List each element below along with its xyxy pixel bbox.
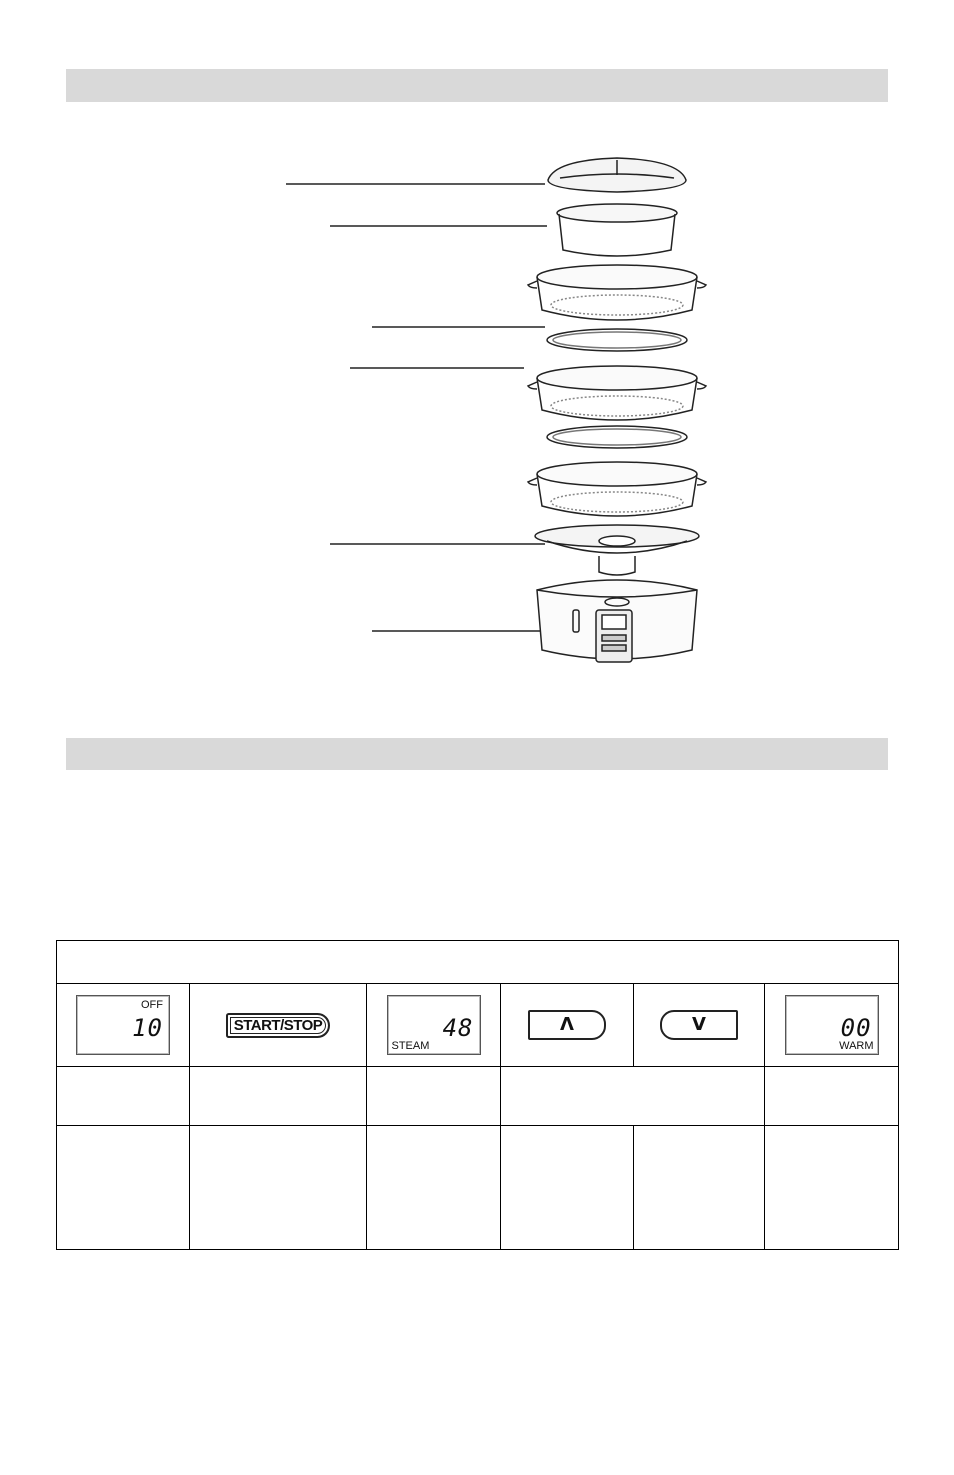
- steaming-basket-bottom: [528, 462, 706, 516]
- section-header-bar-2: [66, 738, 888, 770]
- lcd-steam-display: [387, 995, 481, 1055]
- start-stop-button[interactable]: START/STOP: [226, 1013, 331, 1038]
- steaming-basket-top: [528, 265, 706, 320]
- table-name-row: [57, 1067, 899, 1126]
- base-unit-part: [537, 580, 697, 662]
- lcd-steam-label: STEAM: [391, 1040, 430, 1052]
- table-header-cell: [57, 941, 899, 984]
- lcd-steam-digits: 48: [442, 1014, 474, 1042]
- icon-cell-start-stop: [190, 984, 367, 1067]
- icon-cell-steam: [367, 984, 501, 1067]
- lid-part: [548, 158, 686, 192]
- table-header-row: [57, 941, 899, 984]
- icon-cell-timer: [57, 984, 190, 1067]
- name-cell-4: [501, 1067, 765, 1126]
- lcd-warm-display: [785, 995, 879, 1055]
- name-cell-2: [190, 1067, 367, 1126]
- lcd-off-label: OFF: [141, 999, 163, 1011]
- lcd-warm-label: WARM: [839, 1040, 874, 1052]
- rice-bowl-part: [557, 204, 677, 256]
- table-icon-row: [57, 984, 899, 1067]
- table-description-row: [57, 1126, 899, 1250]
- name-cell-5: [765, 1067, 899, 1126]
- desc-cell-2: [190, 1126, 367, 1250]
- lcd-warm-digits: 00: [840, 1014, 872, 1042]
- name-cell-3: [367, 1067, 501, 1126]
- down-arrow-button[interactable]: V: [660, 1010, 738, 1040]
- desc-cell-6: [765, 1126, 899, 1250]
- lcd-timer-display: [76, 995, 170, 1055]
- steaming-basket-middle: [528, 366, 706, 420]
- steamer-exploded-diagram: [0, 0, 954, 700]
- icon-cell-up: [501, 984, 634, 1067]
- name-cell-1: [57, 1067, 190, 1126]
- up-arrow-button[interactable]: Λ: [528, 1010, 606, 1040]
- desc-cell-1: [57, 1126, 190, 1250]
- lcd-timer-digits: 10: [132, 1014, 163, 1042]
- desc-cell-3: [367, 1126, 501, 1250]
- control-panel-table: [56, 940, 899, 1250]
- desc-cell-5: [634, 1126, 765, 1250]
- drip-tray-part: [535, 525, 699, 575]
- icon-cell-down: [634, 984, 765, 1067]
- desc-cell-4: [501, 1126, 634, 1250]
- icon-cell-warm: [765, 984, 899, 1067]
